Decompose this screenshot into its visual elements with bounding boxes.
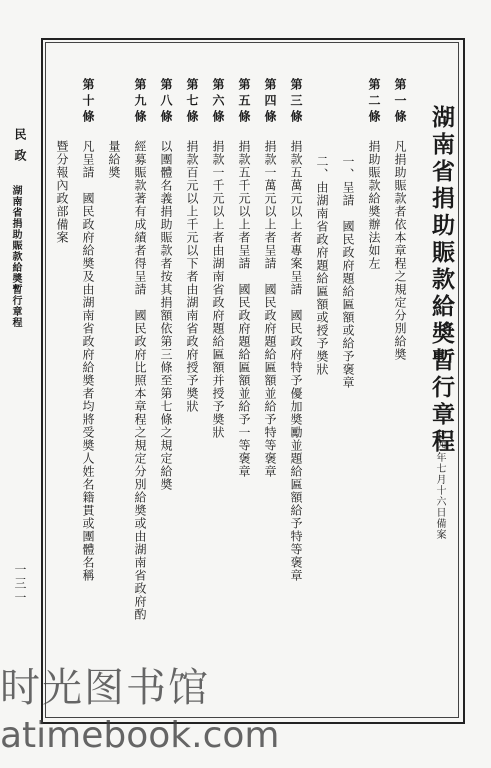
document-title: 湖南省捐助賑款給奬暫行章程 [428, 105, 455, 456]
article-3-label: 第三條 [289, 78, 303, 126]
page-number: 一三一 [13, 563, 27, 605]
article-8-text: 以團體名義捐助賑款者按其捐額依第三條至第七條之規定給奬 [159, 140, 173, 491]
article-7-text: 捐款百元以上千元以下者由湖南省政府授予奬狀 [185, 140, 199, 413]
section-label: 民政 [13, 128, 27, 170]
article-2-label: 第二條 [367, 78, 381, 126]
article-4-label: 第四條 [263, 78, 277, 126]
article-1-label: 第一條 [393, 78, 407, 126]
article-10-label: 第十條 [81, 78, 95, 126]
article-9-label: 第九條 [133, 78, 147, 126]
article-2-text: 捐助賑款給奬辦法如左 [367, 140, 381, 270]
article-5-label: 第五條 [237, 78, 251, 126]
article-9-continuation: 量給奬 [107, 140, 121, 179]
article-1-text: 凡捐助賑款者依本章程之規定分別給奬 [393, 140, 407, 361]
article-6-label: 第六條 [211, 78, 225, 126]
article-2-item-2: 二、由湖南省政府題給匾額或授予奬狀 [315, 155, 329, 376]
watermark-chinese: 时光图书馆 [0, 665, 210, 711]
article-2-item-1: 一、呈請 國民政府題給匾額或給予褒章 [341, 155, 355, 389]
watermark-url: atimebook.com [0, 715, 280, 756]
article-10-continuation: 暨分報內政部備案 [55, 140, 69, 244]
article-10-text: 凡呈請 國民政府給奬及由湖南省政府給奬者均將受奬人姓名籍貫或團體名稱 [81, 140, 95, 582]
article-6-text: 捐款一千元以上者由湖南省政府題給匾額并授予奬狀 [211, 140, 225, 439]
running-title: 湖南省捐助賑款給奬暫行章程 [10, 185, 21, 328]
filing-date: 廿四年七月十六日備案 [434, 430, 445, 540]
article-4-text: 捐款一萬元以上者呈請 國民政府題給匾額並給予特等褒章 [263, 140, 277, 478]
article-8-label: 第八條 [159, 78, 173, 126]
article-9-text: 經募賑款著有成績者得呈請 國民政府比照本章程之規定分別給奬或由湖南省政府酌 [133, 140, 147, 621]
article-7-label: 第七條 [185, 78, 199, 126]
article-3-text: 捐款五萬元以上者專案呈請 國民政府特予優加奬勵並題給匾額給予特等褒章 [289, 140, 303, 582]
article-5-text: 捐款五千元以上者呈請 國民政府題給匾額並給予一等褒章 [237, 140, 251, 478]
